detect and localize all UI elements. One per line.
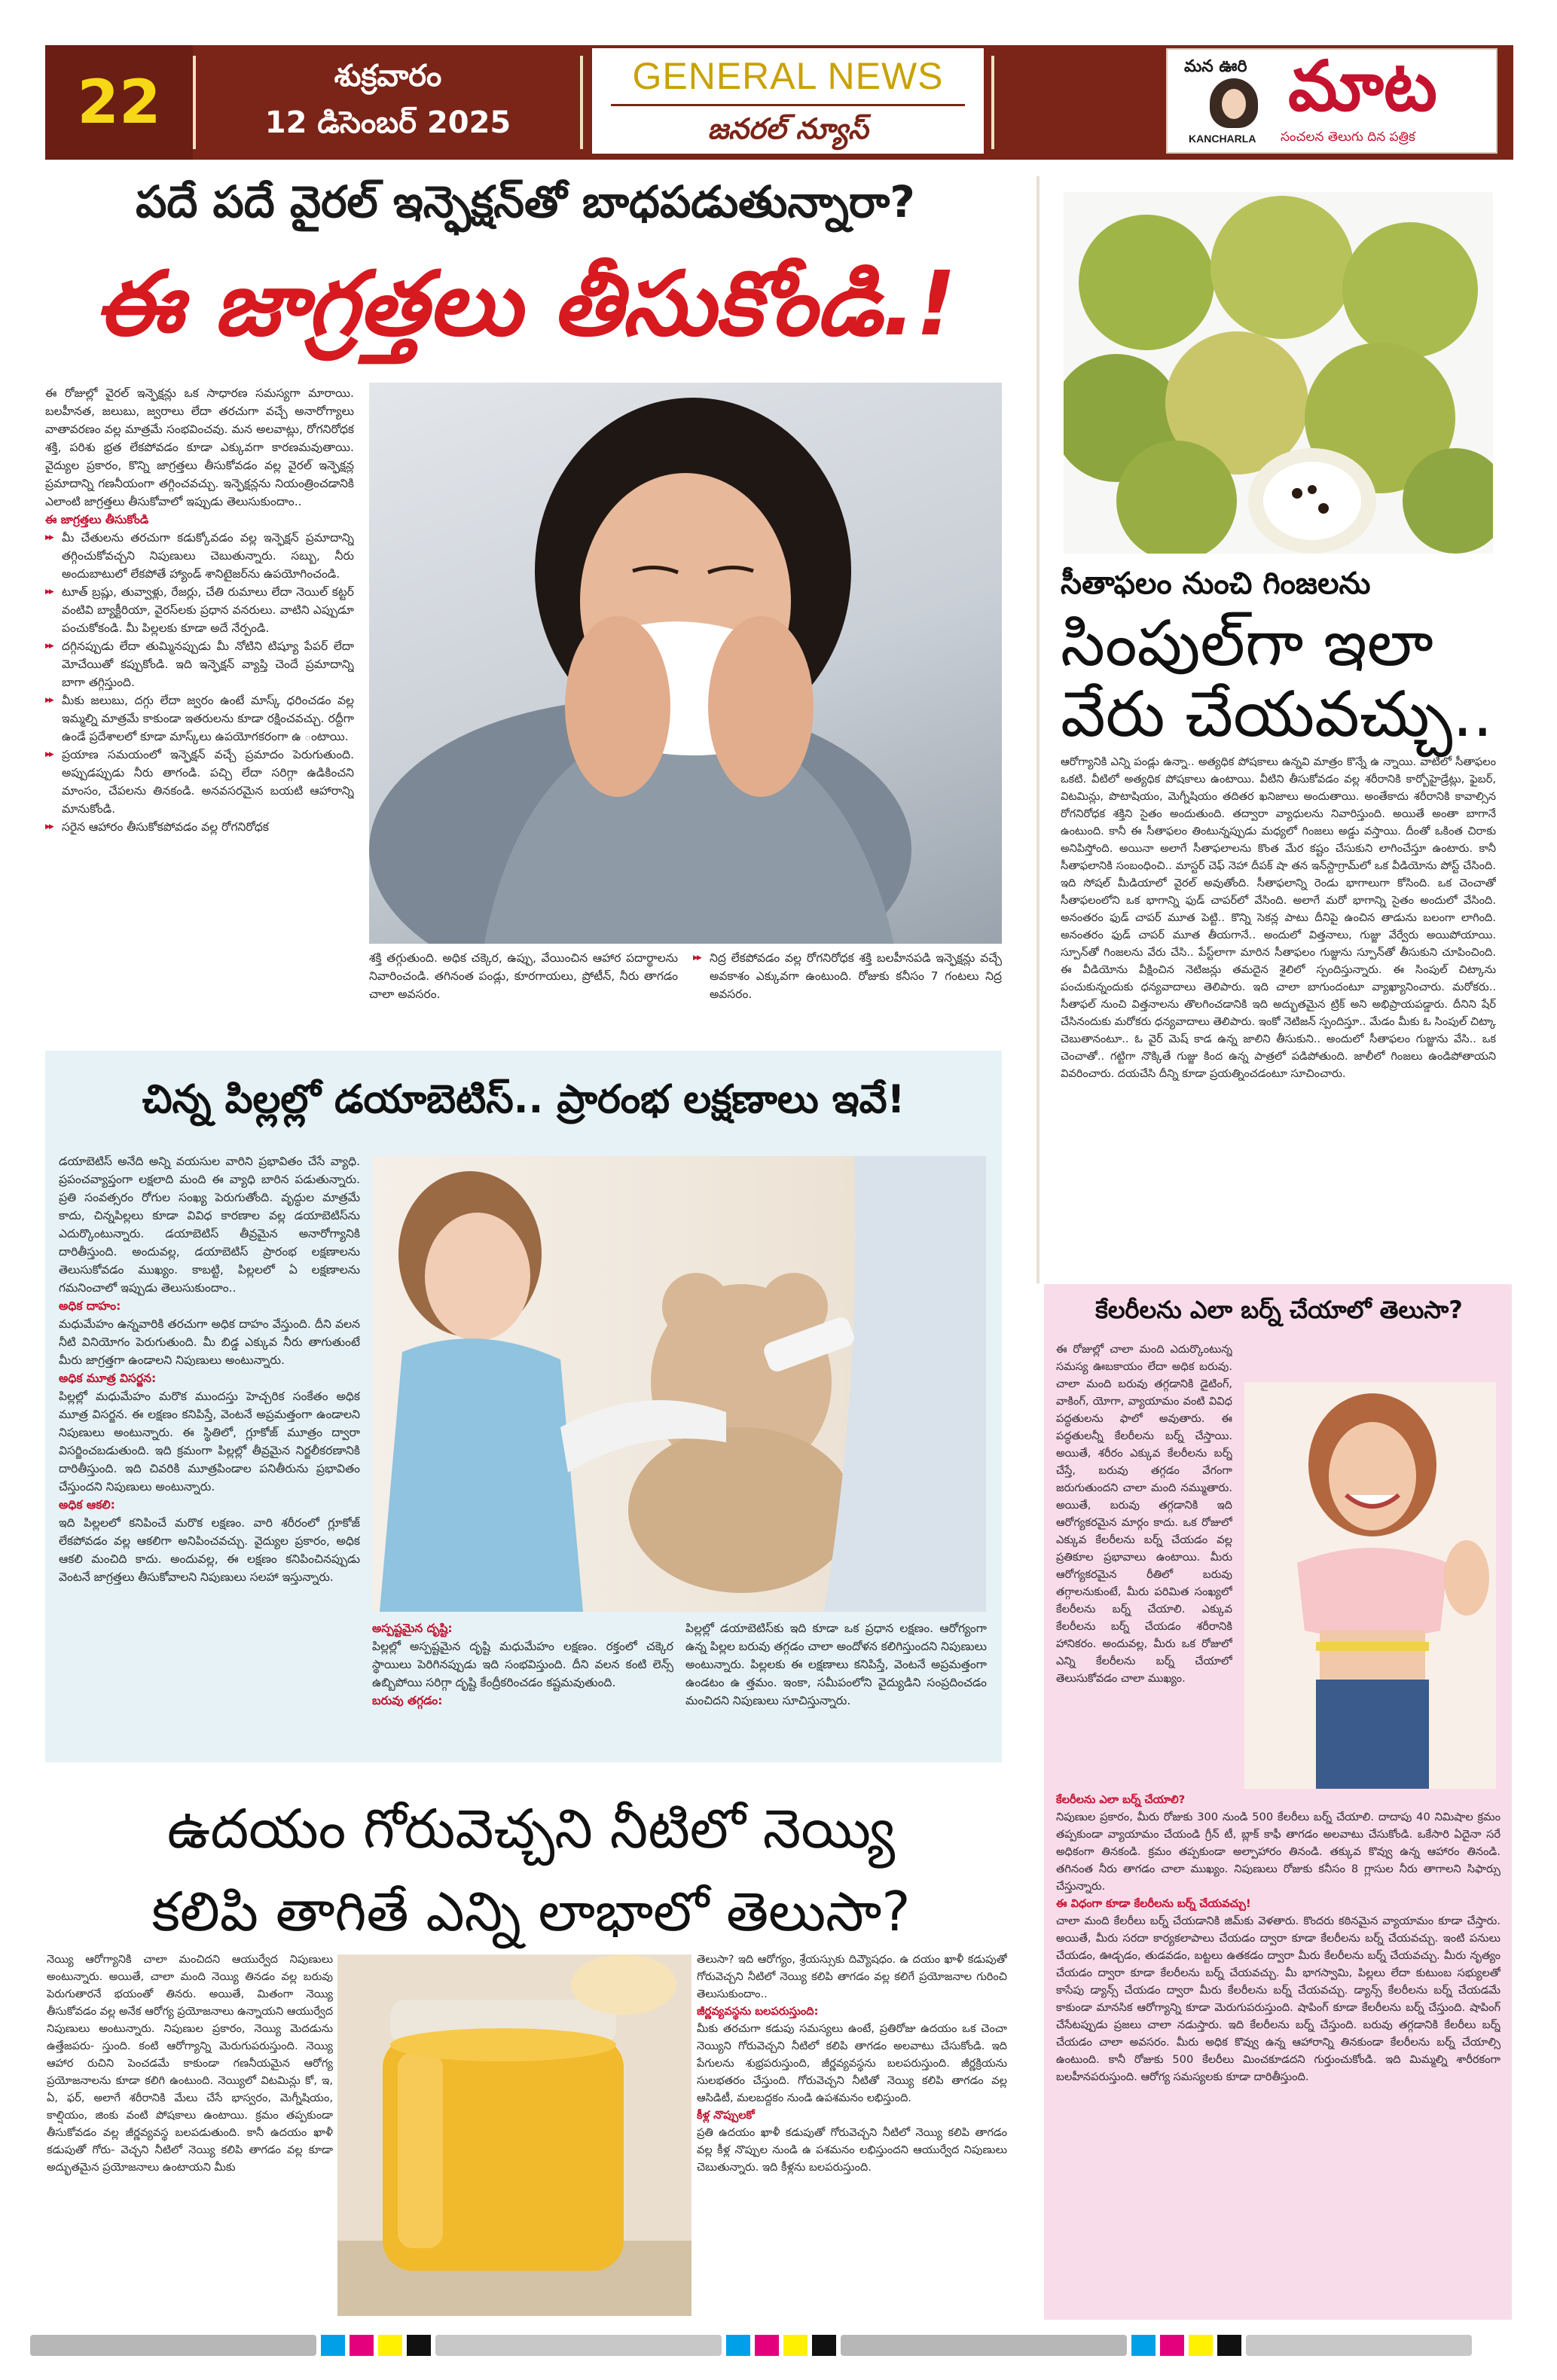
calories-text: నిపుణుల ప్రకారం, మీరు రోజుకు 300 నుండి 500 కేలరీలు బర్న్ చేయాలి. దాదాపు 40 నిమిషాల క్రమం తప్పకుండా వ్యాయామం చేయండి గ్రీన్ టీ, బ్లాక్ కాఫీ తాగడం అలవాటు చేసుకోండి. ఒకేసారి ఏదైనా సరే అధికంగా తినకండి. క్రమం తప్పకుండా అల్పాహారం తినండి. తక్కువ కొవ్వు ఉన్న ఆహారం తినండి. తగినంత నీరు తాగడం చాలా ముఖ్యం. నిపుణులు రోజుకు కనీసం 8 గ్లాసుల నీరు తాగాలని సిఫార్సు చేస్తున్నారు. bbox=[1056, 1811, 1501, 1893]
logo-byline: KANCHARLA bbox=[1189, 133, 1256, 145]
calories-column-bottom bbox=[1056, 1791, 1501, 2314]
viral-bullet: ▶▶ టూత్ బ్రష్లు, తువ్వాళ్లు, రేజర్లు, చేతి రుమాలు లేదా నెయిల్ కట్టర్ వంటివి బ్యాక్టీరియా, వైరస్‌లకు ప్రధాన వనరులు. వాటిని ఎప్పుడూ పంచుకోకండి. మీ పిల్లలకు కూడా అదే నేర్పండి. bbox=[45, 583, 354, 637]
footer-swatch-magenta bbox=[350, 2335, 374, 2356]
footer-swatch-yellow bbox=[378, 2335, 402, 2356]
viral-column-1 bbox=[45, 384, 354, 1021]
diabetes-text: పిల్లల్లో మధుమేహం మరొక ముందస్తు హెచ్చరిక సంకేతం అధిక మూత్ర విసర్జన. ఈ లక్షణం కనిపిస్తే, వెంటనే అప్రమత్తంగా ఉండాలని నిపుణులు అంటున్నారు. ఈ స్థితిలో, గ్లూకోజ్ మూత్రం ద్వారా విసర్జించబడుతుంది. ఇది క్రమంగా పిల్లల్లో తీవ్రమైన నిర్జలీకరణానికి దారితీస్తుంది. ఇది చివరికి మూత్రపిండాల పనితీరును ప్రభావితం చేస్తుందని నిపుణులు అంటున్నారు. bbox=[59, 1390, 360, 1494]
calories-column-left bbox=[1056, 1341, 1232, 1826]
ghee-subhead: కీళ్ల నొప్పులకో bbox=[697, 2109, 755, 2122]
ghee-jar-photo bbox=[337, 1954, 691, 2316]
logo-portrait-face bbox=[1222, 89, 1246, 119]
calories-subhead: ఈ విధంగా కూడా కేలరీలను బర్న్ చేయవచ్చు! bbox=[1056, 1897, 1251, 1910]
diabetes-text: మధుమేహం ఉన్నవారికి తరచుగా అధిక దాహం వేస్తుంది. దీని వలన నీటి వినియోగం పెరుగుతుంది. మీ బిడ్డ ఎక్కువ నీరు తాగుతుంటే మీరు జాగ్రత్తగా ఉండాలని నిపుణులు అంటున్నారు. bbox=[59, 1317, 360, 1367]
section-label bbox=[592, 48, 984, 154]
footer-gray-strip bbox=[841, 2335, 1127, 2356]
footer-gray-strip bbox=[30, 2335, 316, 2356]
diabetes-subhead: అధిక ఆకలి: bbox=[59, 1498, 115, 1512]
footer-swatch-cyan bbox=[726, 2335, 750, 2356]
footer-swatch-cyan bbox=[321, 2335, 345, 2356]
footer-swatch-yellow bbox=[783, 2335, 808, 2356]
woman-illustration bbox=[1244, 1382, 1496, 1789]
viral-column-3 bbox=[693, 949, 1002, 1018]
calories-headline: కేలరీలను ఎలా బర్న్ చేయాలో తెలుసా? bbox=[1095, 1295, 1463, 1324]
sitaphal-body bbox=[1061, 753, 1496, 1280]
masthead-date: 12 డిసెంబర్ 2025 bbox=[264, 105, 511, 140]
logo-tagline: సంచలన తెలుగు దిన పత్రిక bbox=[1281, 130, 1415, 145]
diabetes-text: ఇది పిల్లలలో కనిపించే మరొక లక్షణం. వారి శరీరంలో గ్లూకోజ్ లేకపోవడం వల్ల ఆకలిగా అనిపించవచ్చు. వైద్యుల ప్రకారం, అధిక ఆకలి మంచిది కాదు. అందువల్ల, ఈ లక్షణం కనిపించినప్పుడు వెంటనే జాగ్రత్తలు తీసుకోవాలని నిపుణులు సలహా ఇస్తున్నారు. bbox=[59, 1516, 360, 1584]
viral-headline-top: పదే పదే వైరల్ ఇన్ఫెక్షన్‌తో బాధపడుతున్నారా? bbox=[136, 176, 915, 227]
custard-apple-photo bbox=[1064, 192, 1493, 554]
ghee-text: ప్రతి ఉదయం ఖాళీ కడుపుతో గోరువెచ్చని నీటిలో నెయ్యి కలిపి తాగడం వల్ల కీళ్ల నొప్పుల నుండి ఉ పశమనం లభిస్తుందని ఆయుర్వేద నిపుణులు చెబుతున్నారు. ఇది కీళ్లను బలపరుస్తుంది. bbox=[697, 2126, 1007, 2174]
viral-bullet: ▶▶ మీ చేతులను తరచుగా కడుక్కోవడం వల్ల ఇన్ఫెక్షన్ ప్రమాదాన్ని తగ్గించుకోవచ్చని నిపుణులు చెబుతున్నారు. సబ్బు, నీరు అందుబాటులో లేకపోతే హ్యాండ్ శానిటైజర్‌ను ఉపయోగించండి. bbox=[45, 529, 354, 583]
diabetes-subhead: అస్పష్టమైన దృష్టి: bbox=[372, 1622, 453, 1635]
diabetes-column-2 bbox=[372, 1619, 673, 1755]
sitaphal-headline-line-1: సింపుల్‌గా ఇలా bbox=[1061, 606, 1433, 680]
viral-bullet: ▶▶ దగ్గినప్పుడు లేదా తుమ్మినప్పుడు మీ నోటిని టిష్యూ పేపర్ లేదా మోచేయితో కప్పుకోండి. ఇది ఇన్ఫెక్షన్ వ్యాప్తి చెందే ప్రమాదాన్ని బాగా తగ్గిస్తుంది. bbox=[45, 637, 354, 691]
custard-apple-illustration bbox=[1064, 192, 1493, 554]
newspaper-logo bbox=[1166, 48, 1497, 154]
diabetes-text: పిల్లల్లో డయాబెటిస్‌కు ఇది కూడా ఒక ప్రధాన లక్షణం. ఆరోగ్యంగా ఉన్న పిల్లల బరువు తగ్గడం చాలా అందోళన కలిగిస్తుందని నిపుణులు అంటున్నారు. పిల్లలకు ఈ లక్షణాలు కనిపిస్తే, వెంటనే అప్రమత్తంగా ఉండటం ఉ త్తమం. ఇంకా, సమీపంలోని వైద్యుడిని సంప్రదించడం మంచిదని నిపుణులు సూచిస్తున్నారు. bbox=[685, 1622, 987, 1707]
masthead-divider bbox=[991, 56, 994, 149]
calories-text: చాలా మంది కేలరీలు బర్న్ చేయడానికి జిమ్‌కు వెళతారు. కొందరు కఠినమైన వ్యాయామం కూడా చేస్తారు. అయితే, మీరు సరదా కార్యకలాపాలు చేయడం ద్వారా కూడా కేలరీలను బర్న్ చేయవచ్చు. ఇంటి పనులు చేయడం, ఊడ్చడం, తుడవడం, బట్టలు ఉతకడం ద్వారా మీరు కేలరీలను బర్న్ చేయవచ్చు. మీరు నృత్యం చేయడం ద్వారా కూడా కేలరీలను బర్న్ చేయవచ్చు. మీ భాగస్వామి, పిల్లలు లేదా కుటుంబ సభ్యులతో కాసేపు డ్యాన్స్ చేయడం ద్వారా మీరు కేలరీలను బర్న్ చేయవచ్చు. డ్యాన్స్ కేలరీలను బర్న్ చేయడమే కాకుండా మానసిక ఆరోగ్యాన్ని కూడా మెరుగుపరుస్తుంది. షాపింగ్ కూడా కేలరీలను బర్న్ చేస్తుంది. షాపింగ్ చేసేటప్పుడు ప్రజలు చాలా నడుస్తారు. ఇది కేలరీలను బర్న్ చేస్తుంది. బరువు తగ్గడానికి కేలరీలు బర్న్ చేయడం చాలా అవసరం. మీరు అధిక కొవ్వు ఉన్న ఆహారాన్ని తినకుండా కేలరీలను బర్న్ చేయాల్సి ఉంటుంది. కానీ రోజుకు 500 కేలరీలు మించకూడదని గుర్తుంచుకోండి. ఇది మిమ్మల్ని శారీరకంగా బలహీనపరుస్తుంది. ఆరోగ్య సమస్యలకు కూడా దారితీస్తుంది. bbox=[1056, 1915, 1501, 2083]
ghee-headline-line-2: కలిపి తాగితే ఎన్ని లాభాలో తెలుసా? bbox=[151, 1880, 911, 1943]
ghee-text: మీకు తరచుగా కడుపు సమస్యలు ఉంటే, ప్రతిరోజు ఉదయం ఒక చెంచా నెయ్యిని గోరువెచ్చని నీటిలో కలిపి తాగడం అలవాటు చేసుకోండి. ఇది పేగులను శుభ్రపరుస్తుంది, జీర్ణవ్యవస్థను బలపరుస్తుంది. జీర్ణక్రియను సులభతరం చేస్తుంది. గోరువెచ్చని నీటితో నెయ్యి కలిపి తాగడం వల్ల ఆసిడిటీ, మలబద్దకం నుండి ఉపశమనం లభిస్తుంది. bbox=[697, 2022, 1007, 2104]
masthead-divider bbox=[580, 56, 583, 149]
footer-swatch-black bbox=[812, 2335, 836, 2356]
child-glucose-test-illustration bbox=[372, 1156, 986, 1612]
section-label-english: GENERAL NEWS bbox=[632, 55, 944, 97]
diabetes-subhead: అధిక మూత్ర విసర్జన: bbox=[59, 1372, 157, 1385]
page-number: 22 bbox=[45, 45, 193, 160]
diabetes-intro: డయాబెటిస్ అనేది అన్ని వయసుల వారిని ప్రభావితం చేసే వ్యాధి. ప్రపంచవ్యాప్తంగా లక్షలాది మంది ఈ వ్యాధి బారిన పడుతున్నారు. ప్రతి సంవత్సరం రోగుల సంఖ్య పెరుగుతోంది. వృద్ధుల మాత్రమే కాదు, చిన్నపిల్లలు కూడా వివిధ కారణాల వల్ల డయాబెటిస్‌ను ఎదుర్కొంటున్నారు. డయాబెటిస్ తీవ్రమైన అనారోగ్యానికి దారితీస్తుంది. అందువల్ల, డయాబెటిస్ ప్రారంభ లక్షణాలను తెలుసుకోవడం ముఖ్యం. కాబట్టి, పిల్లలలో ఏ లక్షణాలను గమనించాలో ఇప్పుడు తెలుసుకుందాం.. bbox=[59, 1155, 360, 1295]
masthead-date-block bbox=[203, 53, 572, 146]
diabetes-subhead: బరువు తగ్గడం: bbox=[372, 1694, 443, 1707]
footer-swatch-magenta bbox=[755, 2335, 779, 2356]
footer-swatch-black bbox=[407, 2335, 431, 2356]
viral-column-2 bbox=[369, 949, 678, 1018]
viral-headline-main: ఈ జాగ్రత్తలు తీసుకోండి.! bbox=[94, 252, 957, 355]
footer-gray-strip bbox=[435, 2335, 722, 2356]
ghee-text: నెయ్యి ఆరోగ్యానికి చాలా మంచిదని ఆయుర్వేద నిపుణులు అంటున్నారు. అయితే, చాలా మంది నెయ్యి తినడం వల్ల బరువు పెరుగుతారనే భయంతో తినరు. అయితే, మితంగా నెయ్యి తీసుకోవడం వల్ల అనేక ఆరోగ్య ప్రయోజనాలు ఉన్నాయని ఆయుర్వేద నిపుణులు అంటున్నారు. నిపుణుల ప్రకారం, నెయ్యి మెదడును ఉత్తేజపరు- స్తుంది. కంటి ఆరోగ్యాన్ని మెరుగుపరుస్తుంది. నెయ్యి ఆహార రుచిని పెంచడమే కాకుండా గణనీయమైన ఆరోగ్య ప్రయోజనాలను కూడా కలిగి ఉంటుంది. నెయ్యిలో విటమిన్లు కో, ఇ, ఏ, ఫర్, అలాగే శరీరానికి మేలు చేసే భాస్వరం, మెగ్నీషియం, కాల్షియం, జింకు వంటి పోషకాలు ఉంటాయి. క్రమం తప్పకుండా తీసుకోవడం వల్ల జీర్ణవ్యవస్థ బలపడుతుంది. కానీ ఉదయం ఖాళీ కడుపుతో గోరు- వెచ్చని నీటిలో నెయ్యి కలిపి తాగడం వల్ల కూడా అద్భుతమైన ప్రయోజనాలు ఉంటాయని మీకు bbox=[47, 1953, 333, 2174]
footer-swatch-black bbox=[1217, 2335, 1241, 2356]
viral-subhead: ఈ జాగ్రత్తలు తీసుకోండి bbox=[45, 513, 149, 526]
viral-bullet: ▶▶ సరైన ఆహారం తీసుకోకపోవడం వల్ల రోగనిరోధక bbox=[45, 818, 354, 836]
logo-top-text: మన ఊరి bbox=[1184, 57, 1247, 76]
sitaphal-rule bbox=[1036, 176, 1040, 1283]
footer-swatch-yellow bbox=[1189, 2335, 1213, 2356]
viral-bullet: ▶▶ ప్రయాణ సమయంలో ఇన్ఫెక్షన్ వచ్చే ప్రమాదం పెరుగుతుంది. అప్పుడప్పుడు నీరు తాగండి. పచ్చి లేదా సరిగ్గా ఉడికించని మాంసం, చేపలను తినకండి. అనవసరమైన బయటి ఆహారాన్ని మానుకోండి. bbox=[45, 746, 354, 818]
diabetes-column-3 bbox=[685, 1619, 987, 1755]
masthead-day: శుక్రవారం bbox=[334, 59, 442, 93]
ghee-text: తెలుసా? ఇది ఆరోగ్యం, శ్రేయస్సుకు దివ్యౌషధం. ఉ దయం ఖాళీ కడుపుతో గోరువెచ్చని నీటిలో నెయ్యి కలిపి తాగడం వల్ల కలిగే ప్రయోజనాల గురించి తెలుసుకుందాం.. bbox=[697, 1953, 1007, 2000]
calories-text: ఈ రోజుల్లో చాలా మంది ఎదుర్కొంటున్న సమస్య ఊబకాయం లేదా అధిక బరువు. చాలా మంది బరువు తగ్గడానికి డైటింగ్, వాకింగ్, యోగా, వ్యాయామం వంటి వివిధ పద్ధతులను ఫాలో అవుతారు. ఈ పద్ధతులన్నీ కేలరీలను బర్న్ చేస్తాయి. అయితే, శరీరం ఎక్కువ కేలరీలను బర్న్ చేస్తే, బరువు తగ్గడం వేగంగా జరుగుతుందని చాలా మంది నమ్ముతారు. అయితే, బరువు తగ్గడానికి ఇది ఆరోగ్యకరమైన మార్గం కాదు. ఒక రోజులో ఎక్కువ కేలరీలను బర్న్ చేయడం వల్ల ప్రతికూల ప్రభావాలు ఉంటాయి. మీరు ఆరోగ్యకరమైన రీతిలో బరువు తగ్గాలనుకుంటే, మీరు పరిమిత సంఖ్యలో కేలరీలను బర్న్ చేయాలి. ఎక్కువ కేలరీలను బర్న్ చేయడం శరీరానికి హానికరం. అందువల్ల, మీరు ఒక రోజులో ఎన్ని కేలరీలను బర్న్ చేయాలో తెలుసుకోవడం చాలా ముఖ్యం. bbox=[1056, 1343, 1232, 1685]
footer-print-bar bbox=[30, 2335, 1529, 2356]
viral-intro: ఈ రోజుల్లో వైరల్ ఇన్ఫెక్షన్లు ఒక సాధారణ సమస్యగా మారాయి. బలహీనత, జలుబు, జ్వరాలు లేదా తరచుగా వచ్చే అనారోగ్యాలు వాతావరణం వల్ల మాత్రమే సంభవించవు. మన అలవాట్లు, రోగనిరోధక శక్తి, పరిశు భ్రత లేకపోవడం కూడా ఎక్కువగా కారణమవుతాయి. వైద్యుల ప్రకారం, కొన్ని జాగ్రత్తలు తీసుకోవడం వల్ల వైరల్ ఇన్ఫెక్షన్ల ప్రమాదాన్ని గణనీయంగా తగ్గించవచ్చు. ఇన్ఫెక్షన్లను నియంత్రించడానికి ఎలాంటి జాగ్రత్తలు తీసుకోవాలో ఇప్పుడు తెలుసుకుందాం.. bbox=[45, 386, 354, 508]
calories-subhead: కేలరీలను ఎలా బర్న్ చేయాలి? bbox=[1056, 1793, 1186, 1806]
sneezing-woman-illustration bbox=[369, 383, 1002, 944]
ghee-subhead: జీర్ణవ్యవస్థను బలపరుస్తుంది: bbox=[697, 2005, 819, 2018]
ghee-headline-line-1: ఉదయం గోరువెచ్చని నీటిలో నెయ్యి bbox=[166, 1797, 896, 1860]
sneezing-woman-photo bbox=[369, 383, 1002, 944]
child-glucose-test-photo bbox=[372, 1156, 986, 1612]
ghee-column-2 bbox=[697, 1951, 1007, 2320]
ghee-column-1 bbox=[47, 1951, 333, 2320]
footer-swatch-cyan bbox=[1131, 2335, 1156, 2356]
footer-gray-strip bbox=[1246, 2335, 1472, 2356]
happy-woman-measuring-waist-photo bbox=[1244, 1382, 1496, 1789]
diabetes-text: పిల్లల్లో అస్పష్టమైన దృష్టి మధుమేహం లక్షణం. రక్తంలో చక్కెర స్థాయిలు పెరిగినప్పుడు ఇది సంభవిస్తుంది. దీని వలన కంటి లెన్స్ ఉబ్బిపోయి సరిగ్గా దృష్టి కేంద్రీకరించడం కష్టమవుతుంది. bbox=[372, 1640, 673, 1689]
logo-wordmark: మాట bbox=[1288, 46, 1437, 127]
diabetes-subhead: అధిక దాహం: bbox=[59, 1299, 121, 1313]
section-label-telugu: జనరల్ న్యూస్ bbox=[707, 112, 869, 145]
footer-swatch-magenta bbox=[1160, 2335, 1184, 2356]
sitaphal-body-text: ఆరోగ్యానికి ఎన్ని పండ్లు ఉన్నా.. అత్యధిక పోషకాలు ఉన్నవి మాత్రం కొన్నే ఉ న్నాయి. వాటిలో సీతాఫలం ఒకటి. వీటిలో అత్యధిక పోషకాలు ఉంటాయి. వీటిని తీసుకోవడం వల్ల శరీరానికి కార్బోహైడ్రేట్లు, ఫైబర్, విటమిన్లు, పొటాషియం, మెగ్నీషియం తదితర ఖనిజాలు అందుతాయి. అంతేకాదు శరీరానికి కావాల్సిన రోగనిరోధక శక్తిని సైతం అందుతుంది. తద్వారా వ్యాధులను నివారిస్తుంది. అయితే అంతా బాగానే ఉంటుంది. కానీ ఈ సీతాఫలం తింటున్నప్పుడు మధ్యలో గింజలు అడ్డు వస్తాయి. దీంతో ఒకింత చిరాకు అనిపిస్తోంది. అయినా అలాగే సీతాఫలాలను కొంత మేర కష్టం చేసుకుని లాగించేస్తూ ఉంటారు. కానీ సీతాఫలానికి సంబంధించి.. మాస్టర్ చెఫ్ నెహా దీపక్ షా తన ఇన్‌స్టాగ్రామ్‌లో ఒక వీడియోను పోస్ట్ చేసింది. ఇది సోషల్ మీడియాలో వైరల్ అవుతోంది. సీతాఫలాన్ని రెండు భాగాలుగా కోసింది. ఒక చెంచాతో సీతాఫలంలోని ఒక భాగాన్ని ఫుడ్ చాపర్‌లో వేసింది. అలాగే మరో భాగాన్ని సైతం అందులో వేసింది. అనంతరం ఫుడ్ చాపర్ మూత పెట్టి.. కొన్ని సెకన్ల పాటు దీనిపై ఉంచిన తాడును బలంగా లాగింది. అనంతరం ఫుడ్ చాపర్ మూత తీయగానే.. అందులో విత్తనాలు, గుజ్జు వేర్వేరు అయిపోయాయి. స్పూన్‌తో గింజలను వేరు చేసి.. పేస్ట్‌లాగా మారిన సీతాఫలం గుజ్జును స్పూన్‌తో తీసుకుని చూపించింది. ఈ వీడియోను వీక్షించిన నెటిజన్లు తమదైన శైలిలో స్పందిస్తున్నారు. ఈ సింపుల్ చిట్కాను పంచుకున్నందుకు ధన్యవాదాలు తెలిపారు. ఇది చాలా బాగుందంటూ వ్యాఖ్యానించారు. మరోకరు.. సీతాఫల్ నుంచి విత్తనాలను తొలగించడానికి ఇది అద్భుతమైన ట్రిక్ అని అభిప్రాయపడ్డారు. దీనిని షేర్ చేసినందుకు మరోకరు ధన్యవాదాలు తెలిపారు. ఇంకో నెటిజన్ స్పందిస్తూ.. మేడం మీకు ఓ సింపుల్ చిట్కా చెబుతానంటూ.. ఓ వైర్ మెష్ కాడ ఉన్న జాలిని తీసుకుని.. అందులో సీతాఫలం గుజ్జును వేసి.. ఒక చెంచాతో.. గట్టిగా నొక్కితే గుజ్జు కింద ఉన్న పాత్రలో పడిపోతుంది. జాలీలో గింజలు ఉండిపోతాయని వివరించారు. దయచేసి దీన్ని కూడా ప్రయత్నించడంటూ సూచించారు. bbox=[1061, 755, 1496, 1080]
ghee-jar-illustration bbox=[337, 1954, 691, 2316]
viral-col2-text: శక్తి తగ్గుతుంది. అధిక చక్కెర, ఉప్పు, వేయించిన ఆహార పదార్థాలను నివారించండి. తగినంత పండ్లు, కూరగాయలు, ప్రోటీన్, నీరు తాగడం చాలా అవసరం. bbox=[369, 951, 678, 1001]
viral-bullet: ▶▶ నిద్ర లేకపోవడం వల్ల రోగనిరోధక శక్తి బలహీనపడి ఇన్ఫెక్షన్లు వచ్చే అవకాశం ఎక్కువగా ఉంటుంది. రోజుకు కనీసం 7 గంటలు నిద్ర అవసరం. bbox=[693, 949, 1002, 1003]
masthead-divider bbox=[193, 56, 196, 149]
viral-bullet: ▶▶ మీకు జలుబు, దగ్గు లేదా జ్వరం ఉంటే మాస్క్ ధరించడం వల్ల ఇమ్మల్ని మాత్రమే కాకుండా ఇతరులను కూడా రక్షించవచ్చు. రద్దీగా ఉండే ప్రదేశాలలో కూడా మాస్క్‌లు ఉపయోగకరంగా ఉ ంటాయి. bbox=[45, 691, 354, 746]
diabetes-column-1 bbox=[59, 1152, 360, 1755]
sitaphal-kicker: సీతాఫలం నుంచి గింజలను bbox=[1061, 566, 1371, 601]
diabetes-headline: చిన్న పిల్లల్లో డయాబెటిస్.. ప్రారంభ లక్షణాలు ఇవే! bbox=[142, 1077, 905, 1122]
sitaphal-headline-line-2: వేరు చేయవచ్చు.. bbox=[1061, 677, 1493, 751]
